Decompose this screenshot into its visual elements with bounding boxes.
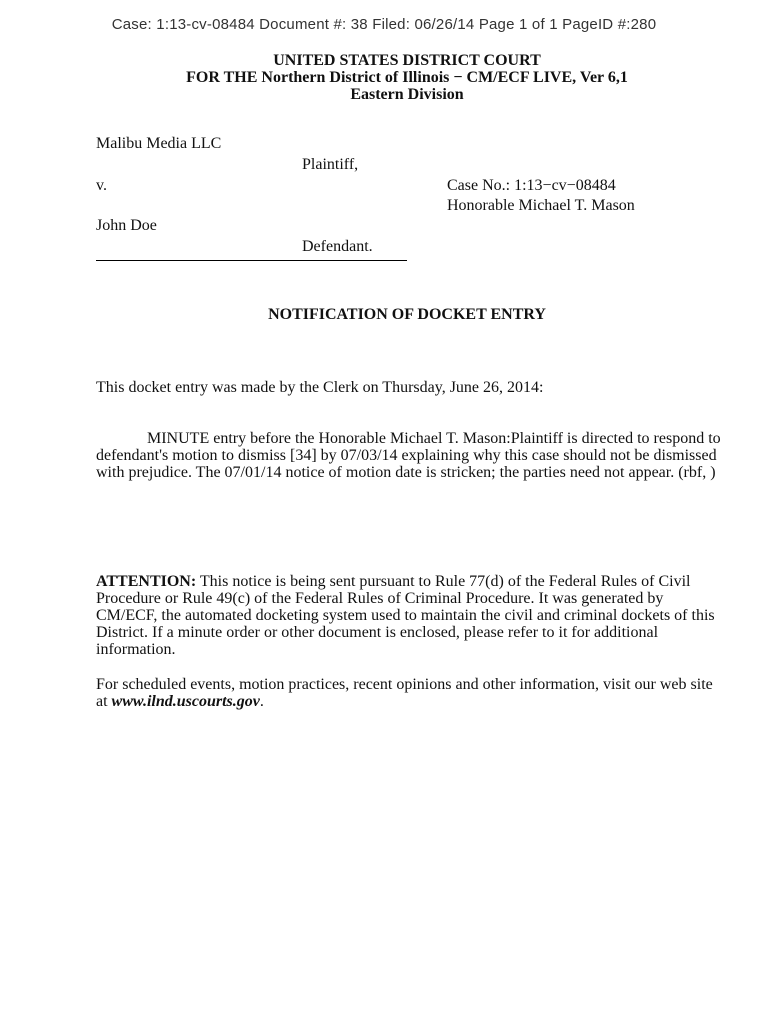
attention-notice: [96, 573, 726, 658]
plaintiff-role: Plaintiff,: [302, 156, 359, 173]
footer-info: [96, 676, 726, 710]
footer-info-text: For scheduled events, motion practices, recent opinions and other information, visit our web site at: [96, 676, 713, 710]
caption-divider: [96, 260, 407, 261]
defendant-role: Defendant.: [302, 238, 373, 255]
court-district: FOR THE Northern District of Illinois − CM/ECF LIVE, Ver 6,1: [186, 69, 628, 86]
court-website-link[interactable]: www.ilnd.uscourts.gov: [111, 693, 260, 710]
entry-intro: This docket entry was made by the Clerk on Thursday, June 26, 2014:: [96, 379, 544, 396]
attention-label: ATTENTION:: [96, 573, 197, 590]
judge-name: Honorable Michael T. Mason: [447, 197, 635, 214]
versus: v.: [96, 177, 107, 194]
filing-stamp: Case: 1:13-cv-08484 Document #: 38 Filed: 06/26/14 Page 1 of 1 PageID #:280: [111, 16, 657, 33]
court-division: Eastern Division: [350, 86, 464, 103]
defendant-name: John Doe: [96, 217, 157, 234]
footer-info-end: .: [259, 693, 264, 710]
attention-text: This notice is being sent pursuant to Rule 77(d) of the Federal Rules of Civil Procedure or Rule 49(c) of the Federal Rules of Criminal Procedure. It was generated by CM/ECF, the automated docketing system used to maintain the civil and criminal dockets of this District. If a minute order or other document is enclosed, please refer to it for additional information.: [96, 573, 715, 658]
minute-entry: MINUTE entry before the Honorable Michael T. Mason:Plaintiff is directed to respond to defendant's motion to dismiss [34] by 07/03/14 explaining why this case should not be dismissed with prejudice. The 07/01/14 notice of motion date is stricken; the parties need not appear. (rbf, ): [96, 430, 721, 481]
plaintiff-name: Malibu Media LLC: [96, 135, 222, 152]
case-number: Case No.: 1:13−cv−08484: [447, 177, 616, 194]
court-name: UNITED STATES DISTRICT COURT: [273, 52, 541, 69]
notice-title: NOTIFICATION OF DOCKET ENTRY: [268, 306, 546, 323]
